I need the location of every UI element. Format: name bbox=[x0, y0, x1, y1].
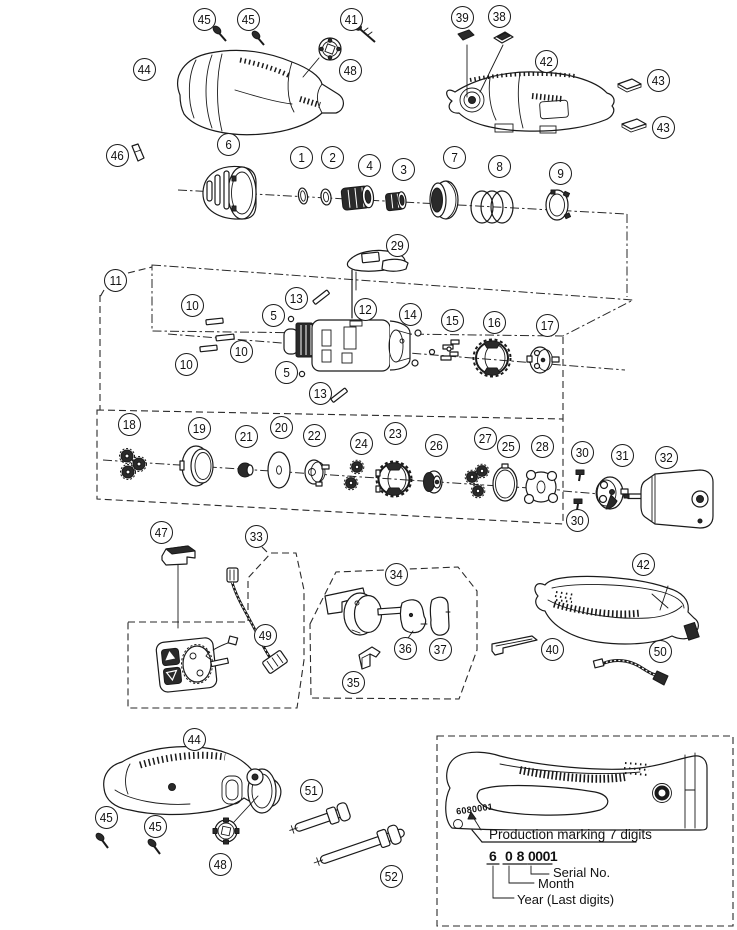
callout-44: 44 bbox=[133, 58, 156, 81]
callout-30: 30 bbox=[566, 509, 589, 532]
callout-43: 43 bbox=[652, 116, 675, 139]
callout-51: 51 bbox=[300, 779, 323, 802]
callout-3: 3 bbox=[392, 158, 415, 181]
callout-15: 15 bbox=[441, 309, 464, 332]
callout-17: 17 bbox=[536, 314, 559, 337]
callout-5: 5 bbox=[262, 304, 285, 327]
callout-13: 13 bbox=[285, 287, 308, 310]
callout-47: 47 bbox=[150, 521, 173, 544]
callout-43: 43 bbox=[647, 69, 670, 92]
month-digits: 0 8 bbox=[505, 848, 525, 864]
callout-41: 41 bbox=[340, 8, 363, 31]
callout-45: 45 bbox=[95, 806, 118, 829]
month-label: Month bbox=[538, 876, 575, 891]
callout-42: 42 bbox=[535, 50, 558, 73]
callout-10: 10 bbox=[181, 294, 204, 317]
callout-13: 13 bbox=[309, 382, 332, 405]
callout-48: 48 bbox=[339, 59, 362, 82]
callout-50: 50 bbox=[649, 640, 672, 663]
callout-52: 52 bbox=[380, 865, 403, 888]
callout-45: 45 bbox=[144, 815, 167, 838]
callout-11: 11 bbox=[104, 269, 127, 292]
callout-10: 10 bbox=[230, 340, 253, 363]
callout-23: 23 bbox=[384, 422, 407, 445]
callout-38: 38 bbox=[488, 5, 511, 28]
serial-digits: 0001 bbox=[528, 848, 558, 864]
production-marking-value: 6080001 bbox=[455, 801, 494, 817]
callout-40: 40 bbox=[541, 638, 564, 661]
production-marking-note: Production marking 7 digits bbox=[489, 827, 652, 842]
callout-35: 35 bbox=[342, 671, 365, 694]
callout-29: 29 bbox=[386, 234, 409, 257]
callout-7: 7 bbox=[443, 146, 466, 169]
callout-6: 6 bbox=[217, 133, 240, 156]
callout-2: 2 bbox=[321, 146, 344, 169]
callout-45: 45 bbox=[237, 8, 260, 31]
callout-46: 46 bbox=[106, 144, 129, 167]
callout-1: 1 bbox=[290, 146, 313, 169]
callout-27: 27 bbox=[474, 427, 497, 450]
callout-33: 33 bbox=[245, 525, 268, 548]
callout-10: 10 bbox=[175, 353, 198, 376]
callout-42: 42 bbox=[632, 553, 655, 576]
callout-5: 5 bbox=[275, 361, 298, 384]
callout-28: 28 bbox=[531, 435, 554, 458]
callout-49: 49 bbox=[254, 624, 277, 647]
callout-25: 25 bbox=[497, 435, 520, 458]
callout-32: 32 bbox=[655, 446, 678, 469]
callout-26: 26 bbox=[425, 434, 448, 457]
serial-label: Serial No. bbox=[553, 865, 611, 880]
callout-19: 19 bbox=[188, 417, 211, 440]
callout-20: 20 bbox=[270, 416, 293, 439]
callout-37: 37 bbox=[429, 638, 452, 661]
callout-9: 9 bbox=[549, 162, 572, 185]
callout-14: 14 bbox=[399, 303, 422, 326]
callout-39: 39 bbox=[451, 6, 474, 29]
callout-16: 16 bbox=[483, 311, 506, 334]
year-label: Year (Last digits) bbox=[517, 892, 615, 907]
callout-34: 34 bbox=[385, 563, 408, 586]
callout-21: 21 bbox=[235, 425, 258, 448]
callout-18: 18 bbox=[118, 413, 141, 436]
callout-45: 45 bbox=[193, 8, 216, 31]
callout-30: 30 bbox=[571, 441, 594, 464]
callout-12: 12 bbox=[354, 298, 377, 321]
callout-44: 44 bbox=[183, 728, 206, 751]
callout-8: 8 bbox=[488, 155, 511, 178]
callout-36: 36 bbox=[394, 637, 417, 660]
year-digit: 6 bbox=[489, 848, 497, 864]
callout-22: 22 bbox=[303, 424, 326, 447]
callout-24: 24 bbox=[350, 432, 373, 455]
callout-48: 48 bbox=[209, 853, 232, 876]
callout-31: 31 bbox=[611, 444, 634, 467]
callout-4: 4 bbox=[358, 154, 381, 177]
